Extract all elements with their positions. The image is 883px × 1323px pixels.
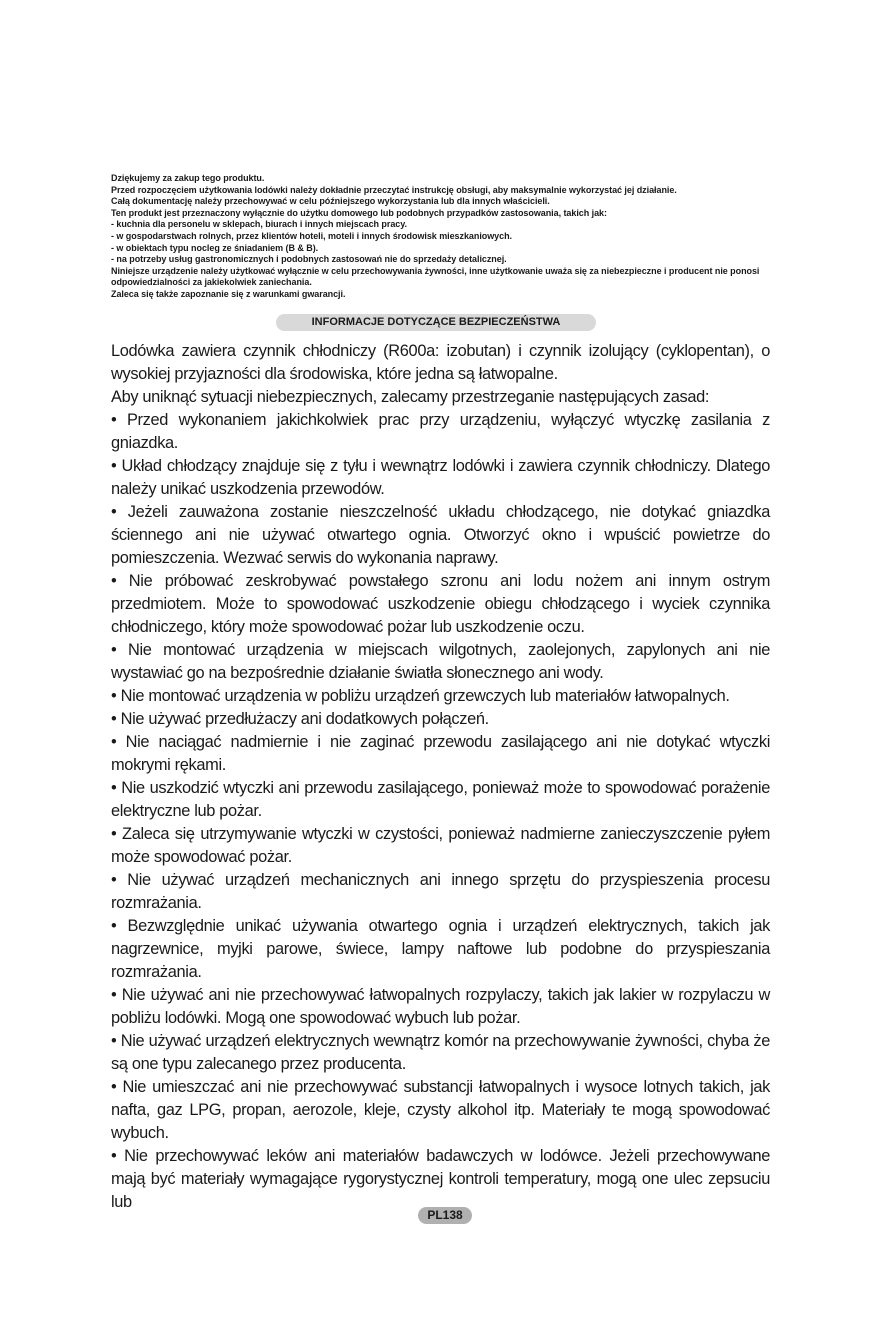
paragraph: • Nie używać ani nie przechowywać łatwopalnych rozpylaczy, takich jak lakier w rozpylaczu w pobliżu lodówki. Mogą one spowodować wybuch lub pożar.	[111, 986, 770, 1027]
paragraph: • Przed wykonaniem jakichkolwiek prac przy urządzeniu, wyłączyć wtyczkę zasilania z gniazdka.	[111, 411, 770, 452]
paragraph: • Nie używać urządzeń elektrycznych wewnątrz komór na przechowywanie żywności, chyba że są one typu zalecanego przez producenta.	[111, 1032, 770, 1073]
paragraph: • Nie używać przedłużaczy ani dodatkowych połączeń.	[111, 710, 489, 728]
intro-line: - w obiektach typu nocleg ze śniadaniem (B & B).	[111, 242, 319, 253]
safety-body	[111, 340, 770, 1214]
intro-line: - na potrzeby usług gastronomicznych i podobnych zastosowań nie do sprzedaży detalicznej.	[111, 254, 507, 265]
section-title: INFORMACJE DOTYCZĄCE BEZPIECZEŃSTWA	[276, 314, 596, 331]
paragraph: • Nie naciągać nadmiernie i nie zaginać przewodu zasilającego ani nie dotykać wtyczki mokrymi rękami.	[111, 733, 770, 774]
intro-block	[111, 173, 773, 301]
intro-line: Ten produkt jest przeznaczony wyłącznie do użytku domowego lub podobnych przypadków zastosowania, takich jak:	[111, 207, 607, 218]
paragraph: • Układ chłodzący znajduje się z tyłu i wewnątrz lodówki i zawiera czynnik chłodniczy. Dlatego należy unikać uszkodzenia przewodów.	[111, 457, 770, 498]
paragraph: • Zaleca się utrzymywanie wtyczki w czystości, ponieważ nadmierne zanieczyszczenie pyłem może spowodować pożar.	[111, 825, 770, 866]
intro-line: - w gospodarstwach rolnych, przez klientów hoteli, moteli i innych środowisk mieszkaniowych.	[111, 230, 512, 241]
intro-line: Zaleca się także zapoznanie się z warunkami gwarancji.	[111, 288, 346, 299]
intro-line: Całą dokumentację należy przechowywać w celu późniejszego wykorzystania lub dla innych właścicieli.	[111, 196, 550, 207]
paragraph: • Nie próbować zeskrobywać powstałego szronu ani lodu nożem ani innym ostrym przedmiotem. Może to spowodować uszkodzenie obiegu chłodzącego i wyciek czynnika chłodniczego, który może spowodować pożar lub uszkodzenie oczu.	[111, 572, 770, 636]
paragraph: • Nie przechowywać leków ani materiałów badawczych w lodówce. Jeżeli przechowywane mają być materiały wymagające rygorystycznej kontroli temperatury, mogą one ulec zepsuciu lub	[111, 1147, 770, 1211]
intro-line: Dziękujemy za zakup tego produktu.	[111, 173, 265, 183]
paragraph: • Bezwzględnie unikać używania otwartego ognia i urządzeń elektrycznych, takich jak nagrzewnice, myjki parowe, świece, lampy naftowe lub podobne do przyspieszania rozmrażania.	[111, 917, 770, 981]
intro-line: Niniejsze urządzenie należy użytkować wyłącznie w celu przechowywania żywności, inne użytkowanie uważa się za niebezpieczne i producent nie ponosi odpowiedzialności za jakiekolwiek zaniechania.	[111, 265, 760, 288]
paragraph: • Nie uszkodzić wtyczki ani przewodu zasilającego, ponieważ może to spowodować porażenie elektryczne lub pożar.	[111, 779, 770, 820]
paragraph: Lodówka zawiera czynnik chłodniczy (R600a: izobutan) i czynnik izolujący (cyklopentan), o wysokiej przyjazności dla środowiska, które jedna są łatwopalne.	[111, 342, 770, 383]
paragraph: • Nie montować urządzenia w pobliżu urządzeń grzewczych lub materiałów łatwopalnych.	[111, 687, 730, 705]
paragraph: • Nie używać urządzeń mechanicznych ani innego sprzętu do przyspieszenia procesu rozmrażania.	[111, 871, 770, 912]
page-number-badge: PL138	[418, 1207, 472, 1224]
paragraph: • Jeżeli zauważona zostanie nieszczelność układu chłodzącego, nie dotykać gniazdka ściennego ani nie używać otwartego ognia. Otworzyć okno i wpuścić powietrze do pomieszczenia. Wezwać serwis do wykonania naprawy.	[111, 503, 770, 567]
paragraph: Aby uniknąć sytuacji niebezpiecznych, zalecamy przestrzeganie następujących zasad:	[111, 388, 710, 406]
intro-line: Przed rozpoczęciem użytkowania lodówki należy dokładnie przeczytać instrukcję obsługi, aby maksymalnie wykorzystać jej działanie.	[111, 184, 677, 195]
paragraph: • Nie montować urządzenia w miejscach wilgotnych, zaolejonych, zapylonych ani nie wystawiać go na bezpośrednie działanie światła słonecznego ani wody.	[111, 641, 770, 682]
intro-line: - kuchnia dla personelu w sklepach, biurach i innych miejscach pracy.	[111, 219, 407, 230]
paragraph: • Nie umieszczać ani nie przechowywać substancji łatwopalnych i wysoce lotnych takich, jak nafta, gaz LPG, propan, aerozole, kleje, czysty alkohol itp. Materiały te mogą spowodować wybuch.	[111, 1078, 770, 1142]
